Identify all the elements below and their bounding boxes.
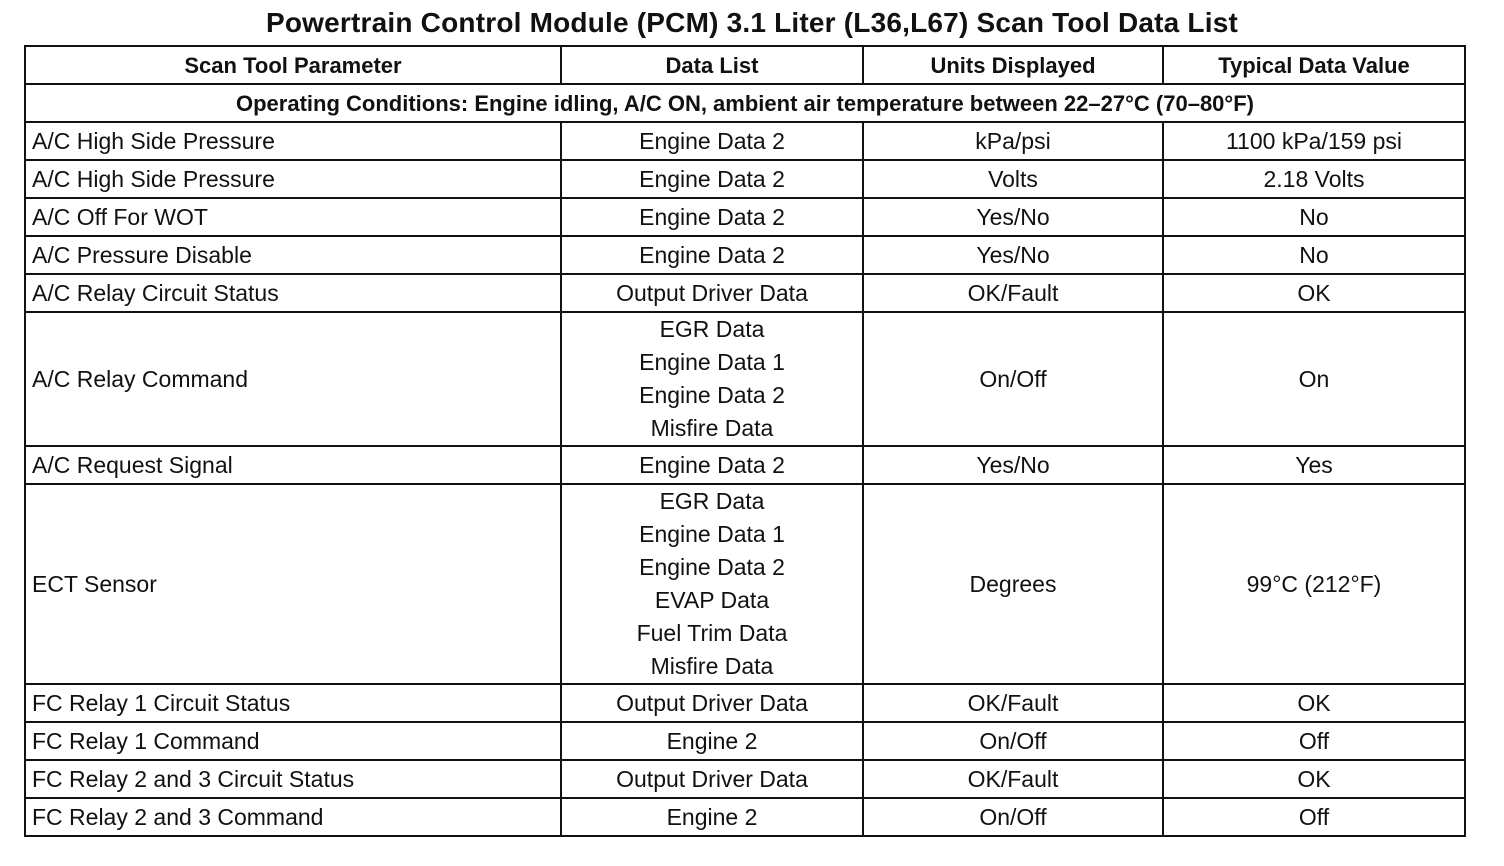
cell-units: On/Off — [863, 798, 1163, 836]
column-header-units: Units Displayed — [863, 46, 1163, 84]
cell-data-list — [561, 684, 863, 722]
cell-units: Volts — [863, 160, 1163, 198]
cell-parameter: A/C Off For WOT — [25, 198, 561, 236]
cell-parameter: A/C Relay Circuit Status — [25, 274, 561, 312]
cell-units: Degrees — [863, 484, 1163, 684]
operating-conditions: Operating Conditions: Engine idling, A/C ON, ambient air temperature between 22–27°C (70–80°F) — [25, 84, 1465, 122]
column-header-parameter: Scan Tool Parameter — [25, 46, 561, 84]
data-list-entry: Fuel Trim Data — [636, 620, 788, 646]
cell-parameter: FC Relay 1 Command — [25, 722, 561, 760]
data-list-entry: Output Driver Data — [616, 279, 808, 306]
cell-data-list — [561, 760, 863, 798]
data-list-entry: Engine Data 2 — [639, 554, 785, 580]
table-row — [25, 274, 1465, 312]
table-row — [25, 312, 1465, 446]
data-list-entry: Engine Data 2 — [639, 241, 785, 268]
cell-typical-value: OK — [1163, 274, 1465, 312]
data-list-entry: Engine Data 2 — [639, 203, 785, 230]
cell-parameter: A/C Request Signal — [25, 446, 561, 484]
cell-parameter: FC Relay 2 and 3 Command — [25, 798, 561, 836]
cell-data-list — [561, 274, 863, 312]
operating-conditions-row — [25, 84, 1465, 122]
cell-typical-value: 99°C (212°F) — [1163, 484, 1465, 684]
column-header-typical-value: Typical Data Value — [1163, 46, 1465, 84]
data-list-entry: Engine Data 2 — [639, 165, 785, 192]
table-row — [25, 160, 1465, 198]
table-row — [25, 760, 1465, 798]
cell-parameter: A/C High Side Pressure — [25, 122, 561, 160]
cell-typical-value: OK — [1163, 760, 1465, 798]
table-row — [25, 446, 1465, 484]
data-list-entry: Engine 2 — [666, 727, 758, 754]
data-list-entry: Misfire Data — [650, 415, 774, 441]
cell-units: OK/Fault — [863, 684, 1163, 722]
cell-typical-value: 2.18 Volts — [1163, 160, 1465, 198]
cell-data-list — [561, 198, 863, 236]
data-list-entry: EVAP Data — [654, 587, 770, 613]
cell-parameter: A/C Relay Command — [25, 312, 561, 446]
data-list-entry: Engine Data 1 — [639, 349, 785, 375]
scan-tool-data-table — [24, 45, 1466, 837]
data-list-entry: Engine Data 2 — [639, 382, 785, 408]
data-list-entry: Engine 2 — [666, 803, 758, 830]
data-list-entry: Output Driver Data — [616, 689, 808, 716]
cell-data-list — [561, 236, 863, 274]
document-title: Powertrain Control Module (PCM) 3.1 Liter (L36,L67) Scan Tool Data List — [265, 7, 1238, 38]
data-list-entry: EGR Data — [659, 488, 765, 514]
cell-units: On/Off — [863, 312, 1163, 446]
cell-parameter: FC Relay 1 Circuit Status — [25, 684, 561, 722]
cell-parameter: FC Relay 2 and 3 Circuit Status — [25, 760, 561, 798]
cell-typical-value: Off — [1163, 798, 1465, 836]
data-list-entry: Output Driver Data — [616, 765, 808, 792]
cell-units: OK/Fault — [863, 760, 1163, 798]
cell-units: Yes/No — [863, 236, 1163, 274]
cell-units: OK/Fault — [863, 274, 1163, 312]
data-list-entry: Engine Data 1 — [639, 521, 785, 547]
cell-typical-value: Off — [1163, 722, 1465, 760]
cell-units: On/Off — [863, 722, 1163, 760]
cell-data-list — [561, 722, 863, 760]
data-list-entry: EGR Data — [659, 316, 765, 342]
table-row — [25, 122, 1465, 160]
cell-units: Yes/No — [863, 198, 1163, 236]
cell-data-list — [561, 160, 863, 198]
table-row — [25, 236, 1465, 274]
cell-typical-value: No — [1163, 198, 1465, 236]
table-row — [25, 484, 1465, 684]
table-row — [25, 798, 1465, 836]
data-list-entry: Misfire Data — [650, 653, 774, 679]
table-body — [25, 84, 1465, 836]
cell-typical-value: OK — [1163, 684, 1465, 722]
data-list-entry: Engine Data 2 — [639, 127, 785, 154]
cell-units: Yes/No — [863, 446, 1163, 484]
column-header-data-list: Data List — [561, 46, 863, 84]
cell-parameter: A/C Pressure Disable — [25, 236, 561, 274]
cell-data-list — [561, 798, 863, 836]
cell-typical-value: Yes — [1163, 446, 1465, 484]
cell-typical-value: On — [1163, 312, 1465, 446]
cell-data-list — [561, 312, 863, 446]
cell-units: kPa/psi — [863, 122, 1163, 160]
cell-data-list — [561, 122, 863, 160]
header-row — [25, 46, 1465, 84]
cell-data-list — [561, 446, 863, 484]
cell-typical-value: No — [1163, 236, 1465, 274]
cell-parameter: A/C High Side Pressure — [25, 160, 561, 198]
cell-parameter: ECT Sensor — [25, 484, 561, 684]
cell-typical-value: 1100 kPa/159 psi — [1163, 122, 1465, 160]
cell-data-list — [561, 484, 863, 684]
table-row — [25, 198, 1465, 236]
data-list-entry: Engine Data 2 — [639, 451, 785, 478]
table-row — [25, 684, 1465, 722]
table-row — [25, 722, 1465, 760]
